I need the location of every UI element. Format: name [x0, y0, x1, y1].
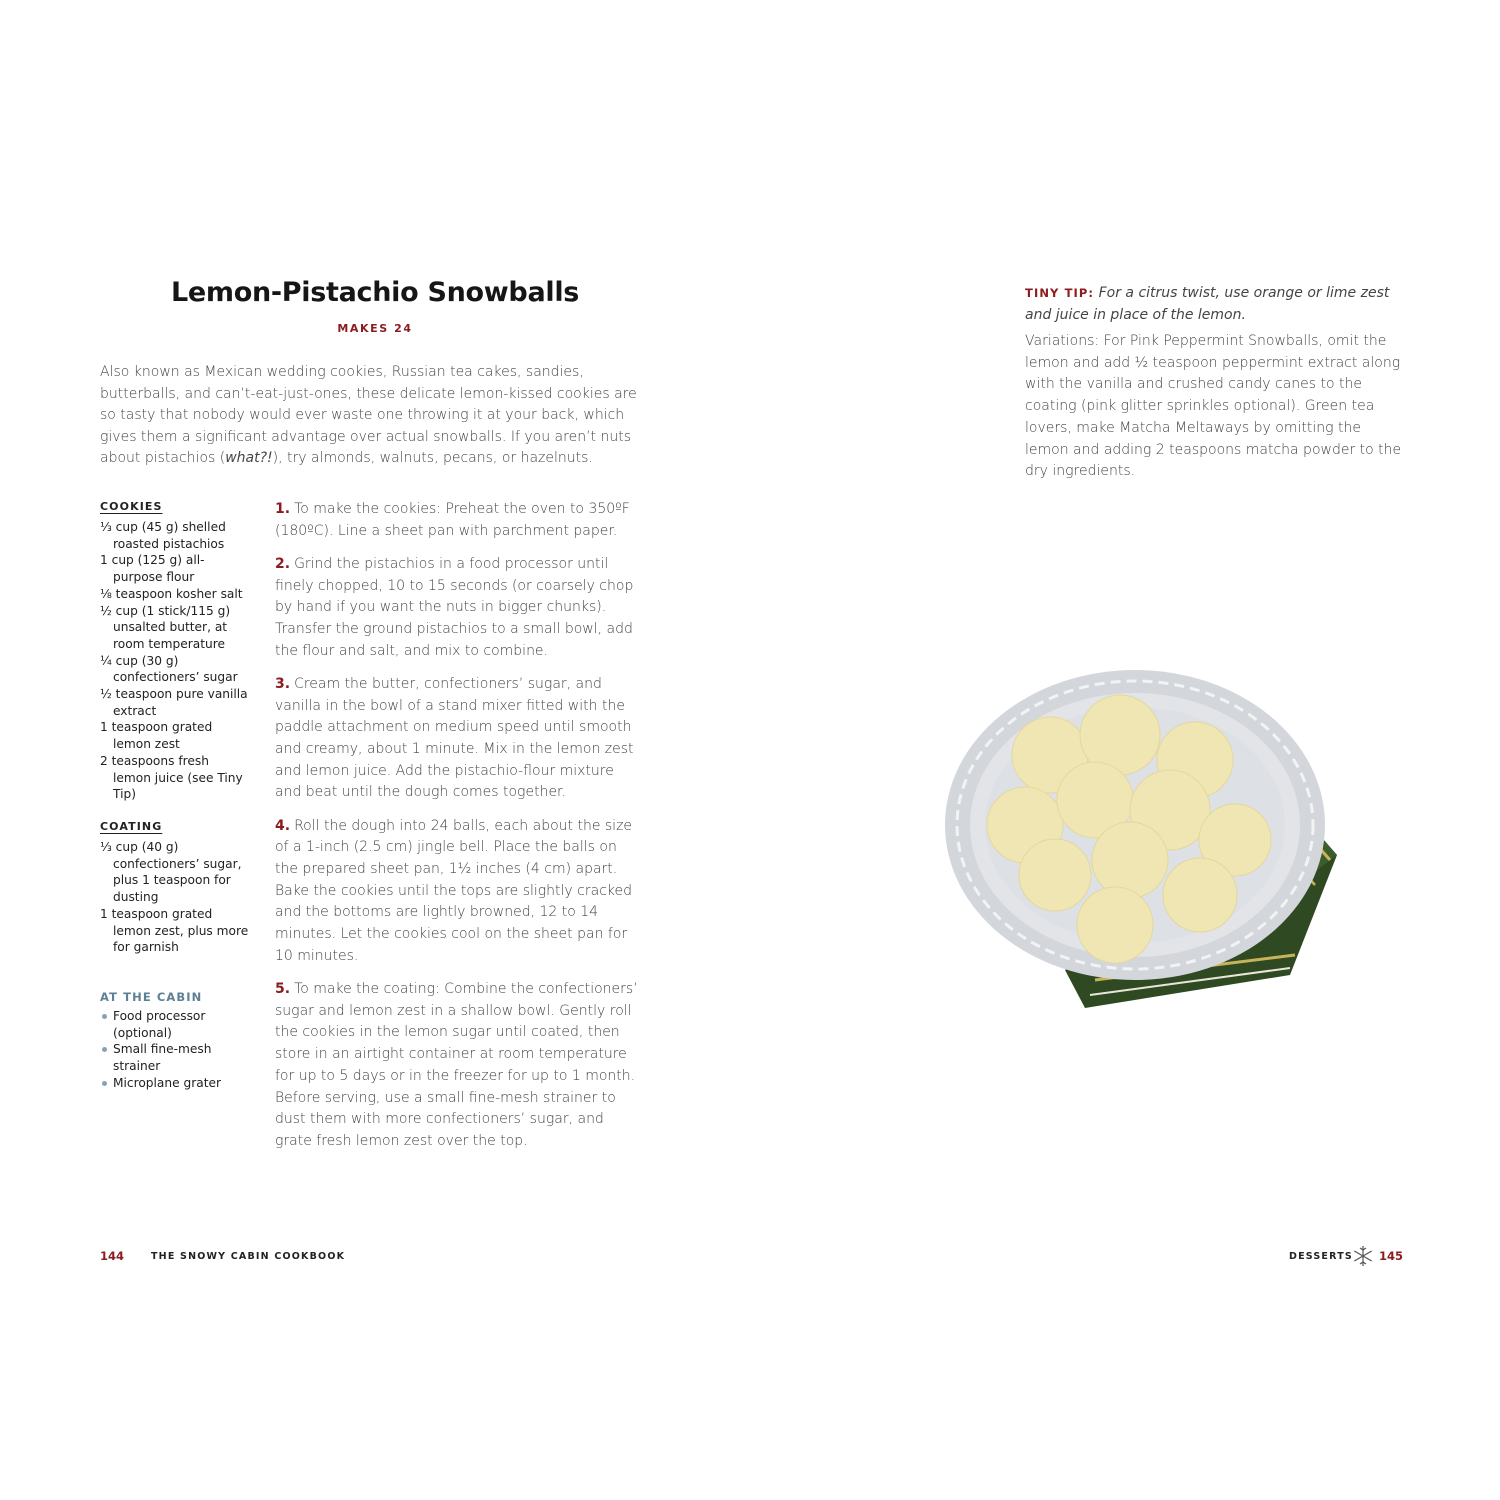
- cookies-ingredients: [100, 500, 250, 803]
- tip-text: For a citrus twist, use orange or lime zest and juice in place of the lemon.: [1025, 285, 1390, 323]
- step-text: To make the cookies: Preheat the oven to 350ºF (180ºC). Line a sheet pan with parchment paper.: [275, 501, 630, 539]
- intro-emphasis: what?!: [225, 450, 273, 467]
- step-text: Grind the pistachios in a food processor until finely chopped, 10 to 15 seconds (or coarsely chop by hand if you want the nuts in bigger chunks). Transfer the ground pistachios to a small bowl, add the flour and salt, and mix to combine.: [275, 555, 634, 659]
- cookies-heading: COOKIES: [100, 500, 163, 513]
- ingredient-item: ½ teaspoon pure vanilla extract: [100, 687, 248, 718]
- cabin-tools: [100, 990, 250, 1092]
- ingredient-item: 1 teaspoon grated lemon zest: [100, 720, 213, 752]
- cookies-on-plate-illustration: [945, 670, 1345, 1020]
- tool-item: Microplane grater: [100, 1075, 250, 1092]
- tip-label: TINY TIP:: [1025, 286, 1095, 300]
- cookies-ingredient-list: [100, 519, 250, 803]
- ingredient-item: 1 cup (125 g) all-purpose flour: [100, 553, 205, 585]
- coating-ingredient-list: [100, 839, 250, 956]
- step-number: 4.: [275, 817, 291, 834]
- step-number: 2.: [275, 555, 291, 572]
- step-5: [275, 979, 643, 1153]
- coating-heading: COATING: [100, 820, 163, 833]
- variations-text: Variations: For Pink Peppermint Snowballs, omit the lemon and add ½ teaspoon peppermint extract along with the vanilla and crushed candy canes to the coating (pink glitter sprinkles optional). Green tea lovers, make Matcha Meltaways by omitting the lemon and adding 2 teaspoons matcha powder to the dry ingredients.: [1025, 333, 1402, 480]
- step-text: To make the coating: Combine the confectioners’ sugar and lemon zest in a shallow bowl. Gently roll the cookies in the lemon sugar until coated, then store in an airtight container at room temperature for up to 5 days or in the freezer for up to 1 month. Before serving, use a small fine-mesh strainer to dust them with more confectioners’ sugar, and grate fresh lemon zest over the top.: [275, 981, 638, 1149]
- recipe-yield: MAKES 24: [337, 322, 413, 335]
- snowflake-icon: [1352, 1245, 1374, 1267]
- intro-text-end: ), try almonds, walnuts, pecans, or hazelnuts.: [272, 450, 593, 467]
- step-number: 1.: [275, 501, 291, 517]
- tool-item: Food processor (optional): [100, 1008, 250, 1041]
- step-number: 3.: [275, 675, 291, 692]
- right-page-number: 145: [1379, 1249, 1404, 1263]
- section-title: DESSERTS: [1289, 1251, 1353, 1262]
- method-steps: [275, 499, 643, 1164]
- step-text: Roll the dough into 24 balls, each about the size of a 1-inch (2.5 cm) jingle bell. Place the balls on the prepared sheet pan, 1½ inches (4 cm) apart. Bake the cookies until the tops are slightly cracked and the bottoms are lightly browned, 12 to 14 minutes. Let the cookies cool on the sheet pan for 10 minutes.: [275, 817, 633, 964]
- step-4: [275, 816, 643, 968]
- tiny-tip: [1025, 283, 1405, 326]
- ingredient-item: ⅛ teaspoon kosher salt: [100, 586, 243, 601]
- step-2: [275, 554, 643, 663]
- ingredient-item: ⅓ cup (45 g) shelled roasted pistachios: [100, 520, 226, 551]
- recipe-intro: [100, 362, 645, 470]
- coating-ingredients: [100, 820, 250, 956]
- ingredient-item: ¼ cup (30 g) confectioners’ sugar: [100, 653, 238, 685]
- left-page-number: 144: [100, 1249, 125, 1263]
- cabin-heading: AT THE CABIN: [100, 990, 203, 1004]
- book-title: THE SNOWY CABIN COOKBOOK: [151, 1251, 346, 1262]
- step-1: [275, 499, 643, 542]
- cabin-tool-list: [100, 1008, 250, 1092]
- recipe-title: Lemon-Pistachio Snowballs: [170, 277, 580, 308]
- step-text: Cream the butter, confectioners’ sugar, and vanilla in the bowl of a stand mixer fitted with the paddle attachment on medium speed until smooth and creamy, about 1 minute. Mix in the lemon zest and lemon juice. Add the pistachio-flour mixture and beat until the dough comes together.: [275, 675, 634, 801]
- ingredient-item: 2 teaspoons fresh lemon juice (see Tiny Tip): [100, 753, 243, 802]
- ingredient-item: ½ cup (1 stick/115 g) unsalted butter, at room temperature: [100, 603, 231, 651]
- ingredient-item: 1 teaspoon grated lemon zest, plus more for garnish: [100, 906, 249, 955]
- step-3: [275, 674, 643, 804]
- intro-text-start: Also known as Mexican wedding cookies, Russian tea cakes, sandies, butterballs, and can’t-eat-just-ones, these delicate lemon-kissed cookies are so tasty that nobody would ever waste one throwing it at your back, which gives them a significant advantage over actual snowballs. If you aren’t nuts about pistachios (: [100, 364, 637, 467]
- tool-item: Small fine-mesh strainer: [100, 1041, 250, 1074]
- step-number: 5.: [275, 981, 291, 998]
- ingredient-item: ⅓ cup (40 g) confectioners’ sugar, plus 1 teaspoon for dusting: [100, 840, 242, 905]
